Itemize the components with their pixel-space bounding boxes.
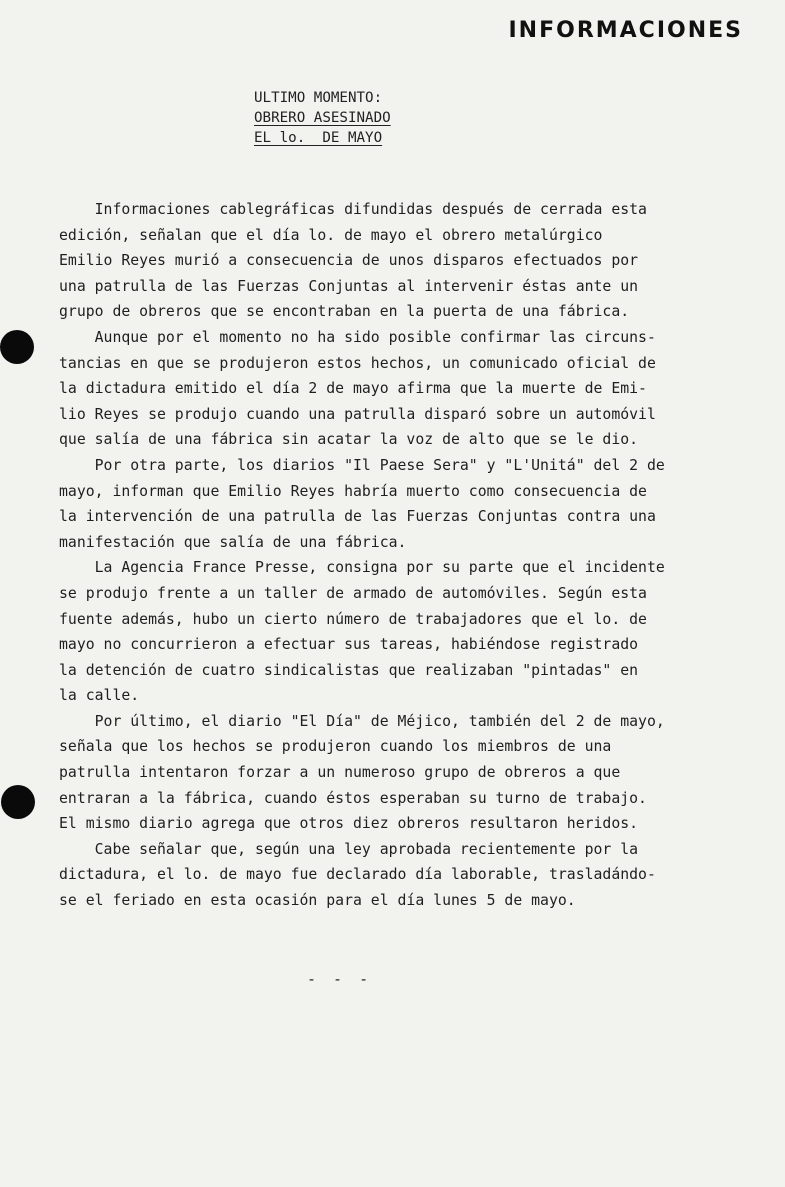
article-line: la calle. (59, 687, 140, 705)
article-line: que salía de una fábrica sin acatar la voz de alto que se le dio. (59, 431, 639, 449)
article-line: una patrulla de las Fuerzas Conjuntas al intervenir éstas ante un (59, 277, 639, 295)
article-line: La Agencia France Presse, consigna por su parte que el incidente (59, 559, 665, 577)
article-line: edición, señalan que el día lo. de mayo el obrero metalúrgico (59, 226, 603, 244)
article-line: mayo, informan que Emilio Reyes habría muerto como consecuencia de (59, 482, 647, 500)
article-line: grupo de obreros que se encontraban en la puerta de una fábrica. (59, 303, 630, 321)
article-line: la dictadura emitido el día 2 de mayo afirma que la muerte de Emi- (59, 380, 647, 398)
punch-hole-bottom (1, 785, 35, 819)
article-line: Aunque por el momento no ha sido posible confirmar las circuns- (59, 328, 656, 346)
article-line: El mismo diario agrega que otros diez obreros resultaron heridos. (59, 815, 639, 833)
article-line: la detención de cuatro sindicalistas que realizaban "pintadas" en (59, 661, 639, 679)
article-line: Informaciones cablegráficas difundidas después de cerrada esta (59, 201, 647, 218)
headline-block (254, 88, 391, 148)
article-line: se produjo frente a un taller de armado de automóviles. Según esta (59, 584, 647, 602)
article-line: fuente además, hubo un cierto número de trabajadores que el lo. de (59, 610, 647, 628)
end-separator: - - - (307, 970, 373, 988)
article-line: Por otra parte, los diarios "Il Paese Sera" y "L'Unitá" del 2 de (59, 456, 665, 474)
article-line: Emilio Reyes murió a consecuencia de unos disparos efectuados por (59, 252, 639, 270)
article-body (59, 197, 749, 914)
headline-kicker: ULTIMO MOMENTO: (254, 90, 383, 106)
punch-hole-top (0, 330, 34, 364)
article-line: dictadura, el lo. de mayo fue declarado día laborable, trasladándo- (59, 866, 656, 884)
article-line: entraran a la fábrica, cuando éstos esperaban su turno de trabajo. (59, 789, 647, 807)
headline-title-line-2: EL lo. DE MAYO (254, 130, 383, 146)
article-line: mayo no concurrieron a efectuar sus tareas, habiéndose registrado (59, 636, 639, 654)
article-line: manifestación que salía de una fábrica. (59, 533, 407, 551)
article-line: tancias en que se produjeron estos hechos, un comunicado oficial de (59, 354, 656, 372)
article-line: señala que los hechos se produjeron cuando los miembros de una (59, 738, 612, 756)
article-line: lio Reyes se produjo cuando una patrulla disparó sobre un automóvil (59, 405, 656, 423)
section-title: INFORMACIONES (508, 18, 743, 43)
headline-title-line-1: OBRERO ASESINADO (254, 110, 391, 126)
article-line: patrulla intentaron forzar a un numeroso grupo de obreros a que (59, 764, 621, 782)
article-line: se el feriado en esta ocasión para el día lunes 5 de mayo. (59, 892, 576, 910)
article-line: la intervención de una patrulla de las Fuerzas Conjuntas contra una (59, 508, 656, 526)
article-line: Por último, el diario "El Día" de Méjico, también del 2 de mayo, (59, 712, 665, 730)
article-line: Cabe señalar que, según una ley aprobada recientemente por la (59, 840, 639, 858)
